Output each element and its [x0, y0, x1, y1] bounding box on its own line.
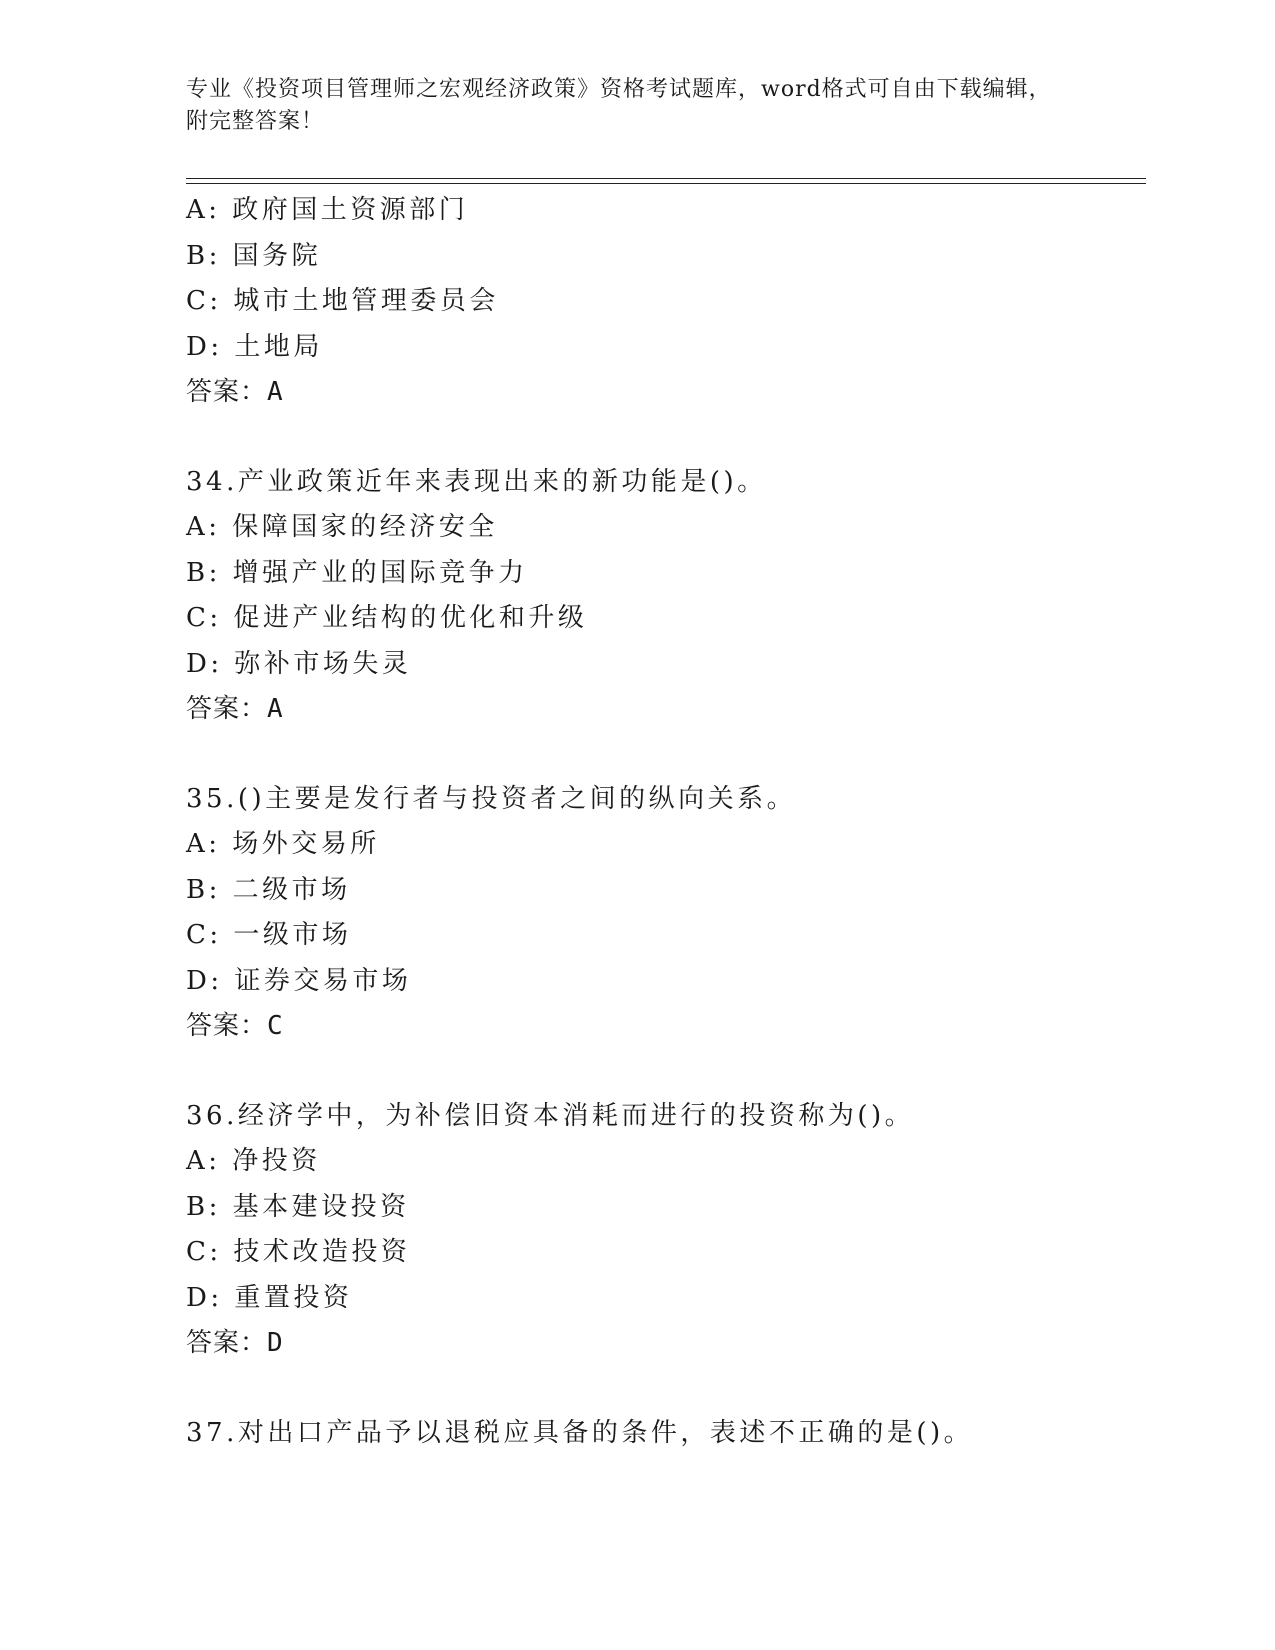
- question-stem: 37.对出口产品予以退税应具备的条件，表述不正确的是()。: [186, 1417, 974, 1448]
- option-d: D: 重置投资: [186, 1282, 353, 1313]
- answer-line: [186, 1004, 1146, 1050]
- spacer: [186, 1050, 1146, 1094]
- option-b: B: 基本建设投资: [186, 1191, 410, 1222]
- option-c: C: 促进产业结构的优化和升级: [186, 603, 588, 633]
- option-a: A: 净投资: [186, 1146, 321, 1176]
- question-block-34: [186, 460, 1146, 733]
- option-c: C: 城市土地管理委员会: [186, 286, 499, 316]
- spacer: [186, 733, 1146, 777]
- answer-value: C: [267, 1011, 284, 1041]
- question-list: [186, 188, 1146, 1456]
- spacer: [186, 416, 1146, 460]
- question-block-continued: [186, 188, 1146, 416]
- option-d: D: 证券交易市场: [186, 965, 412, 996]
- option-b: B: 国务院: [186, 240, 322, 271]
- answer-line: [186, 370, 1146, 416]
- option-a: A: 保障国家的经济安全: [186, 512, 498, 542]
- option-b: B: 增强产业的国际竞争力: [186, 557, 528, 588]
- question-block-35: [186, 777, 1146, 1050]
- option-a: A: 场外交易所: [186, 829, 380, 859]
- question-stem: 36.经济学中，为补偿旧资本消耗而进行的投资称为()。: [186, 1100, 915, 1131]
- option-b: B: 二级市场: [186, 874, 351, 905]
- answer-label: 答案：: [186, 1011, 268, 1041]
- question-block-36: [186, 1094, 1146, 1367]
- question-stem: 35.()主要是发行者与投资者之间的纵向关系。: [186, 783, 797, 814]
- answer-label: 答案：: [186, 377, 268, 407]
- answer-value: A: [267, 377, 284, 407]
- question-stem: 34.产业政策近年来表现出来的新功能是()。: [186, 466, 767, 497]
- answer-label: 答案：: [186, 1328, 268, 1358]
- answer-value: A: [267, 694, 284, 724]
- option-c: C: 一级市场: [186, 920, 352, 950]
- question-block-37: [186, 1411, 1146, 1457]
- answer-value: D: [267, 1328, 284, 1358]
- spacer: [186, 1367, 1146, 1411]
- answer-line: [186, 687, 1146, 733]
- option-a: A: 政府国土资源部门: [186, 195, 469, 225]
- header-divider-bottom: [186, 183, 1146, 184]
- option-d: D: 土地局: [186, 331, 323, 362]
- option-c: C: 技术改造投资: [186, 1237, 411, 1267]
- option-d: D: 弥补市场失灵: [186, 648, 412, 679]
- document-header-note: 专业《投资项目管理师之宏观经济政策》资格考试题库，word格式可自由下载编辑，附完整答案！: [186, 77, 1052, 134]
- header-divider-top: [186, 178, 1146, 179]
- answer-line: [186, 1321, 1146, 1367]
- answer-label: 答案：: [186, 694, 268, 724]
